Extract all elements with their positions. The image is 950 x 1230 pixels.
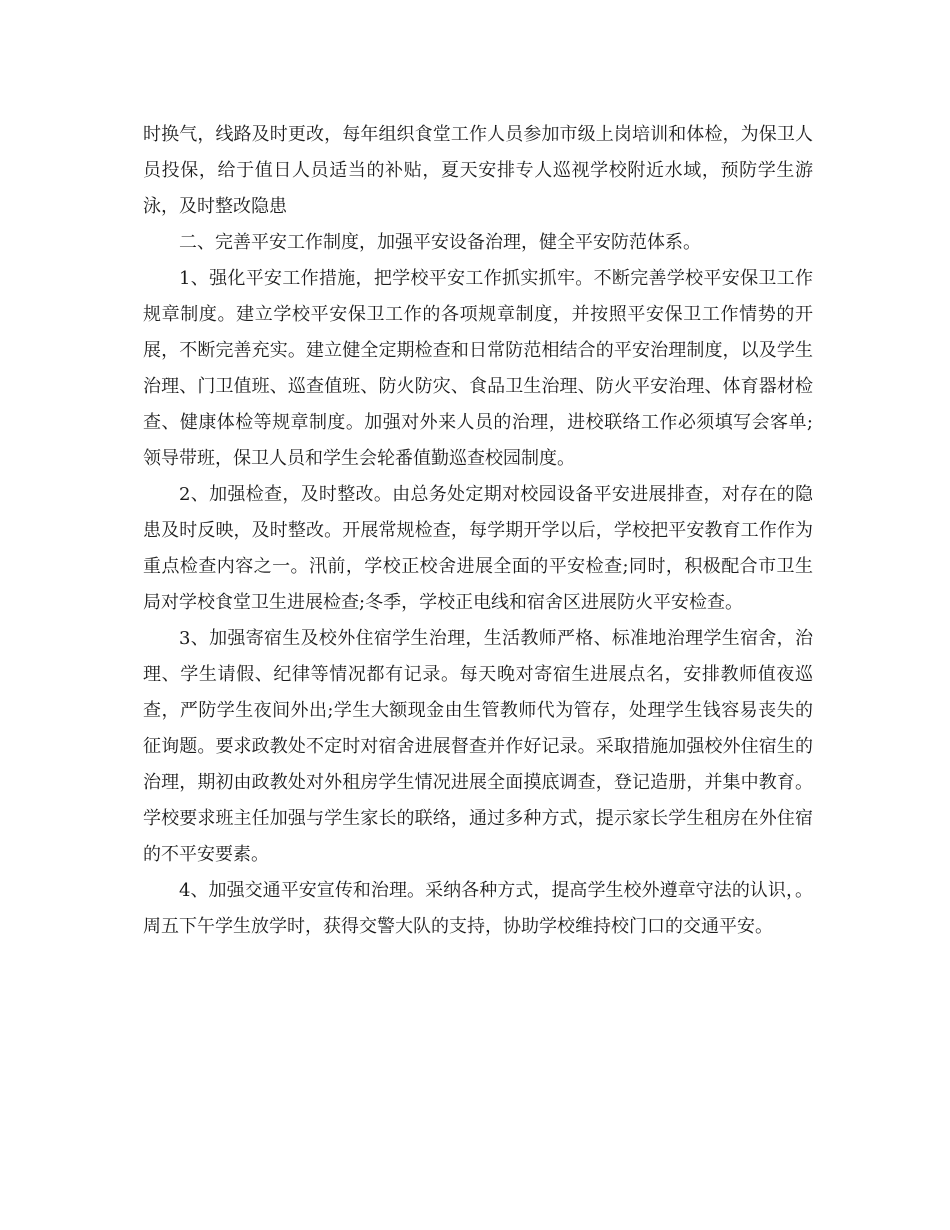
paragraph-item-4: 4、加强交通平安宣传和治理。采纳各种方式，提高学生校外遵章守法的认识，。周五下午学生放学时，获得交警大队的支持，协助学校维持校门口的交通平安。 xyxy=(143,880,813,937)
paragraph-item-2: 2、加强检查，及时整改。由总务处定期对校园设备平安进展排查，对存在的隐患及时反映，及时整改。开展常规检查，每学期开学以后，学校把平安教育工作作为重点检查内容之一。汛前，学校正校舍进展全面的平安检查;同时，积极配合市卫生局对学校食堂卫生进展检查;冬季，学校正电线和宿舍区进展防火平安检查。 xyxy=(143,484,813,613)
document-body xyxy=(143,117,813,945)
paragraph-item-3: 3、加强寄宿生及校外住宿学生治理，生活教师严格、标准地治理学生宿舍，治理、学生请假、纪律等情况都有记录。每天晚对寄宿生进展点名，安排教师值夜巡查，严防学生夜间外出;学生大额现金由生管教师代为管存，处理学生钱容易丧失的征询题。要求政教处不定时对宿舍进展督查并作好记录。采取措施加强校外住宿生的治理，期初由政教处对外租房学生情况进展全面摸底调查，登记造册，并集中教育。学校要求班主任加强与学生家长的联络，通过多种方式，提示家长学生租房在外住宿的不平安要素。 xyxy=(143,628,813,865)
paragraph-item-1: 1、强化平安工作措施，把学校平安工作抓实抓牢。不断完善学校平安保卫工作规章制度。建立学校平安保卫工作的各项规章制度，并按照平安保卫工作情势的开展，不断完善充实。建立健全定期检查和日常防范相结合的平安治理制度，以及学生治理、门卫值班、巡查值班、防火防灾、食品卫生治理、防火平安治理、体育器材检查、健康体检等规章制度。加强对外来人员的治理，进校联络工作必须填写会客单;领导带班，保卫人员和学生会轮番值勤巡查校园制度。 xyxy=(143,268,813,469)
paragraph-section-heading: 二、完善平安工作制度，加强平安设备治理，健全平安防范体系。 xyxy=(179,232,701,253)
paragraph-continuation: 时换气，线路及时更改，每年组织食堂工作人员参加市级上岗培训和体检，为保卫人员投保，给于值日人员适当的补贴，夏天安排专人巡视学校附近水域，预防学生游泳，及时整改隐患 xyxy=(143,124,813,217)
